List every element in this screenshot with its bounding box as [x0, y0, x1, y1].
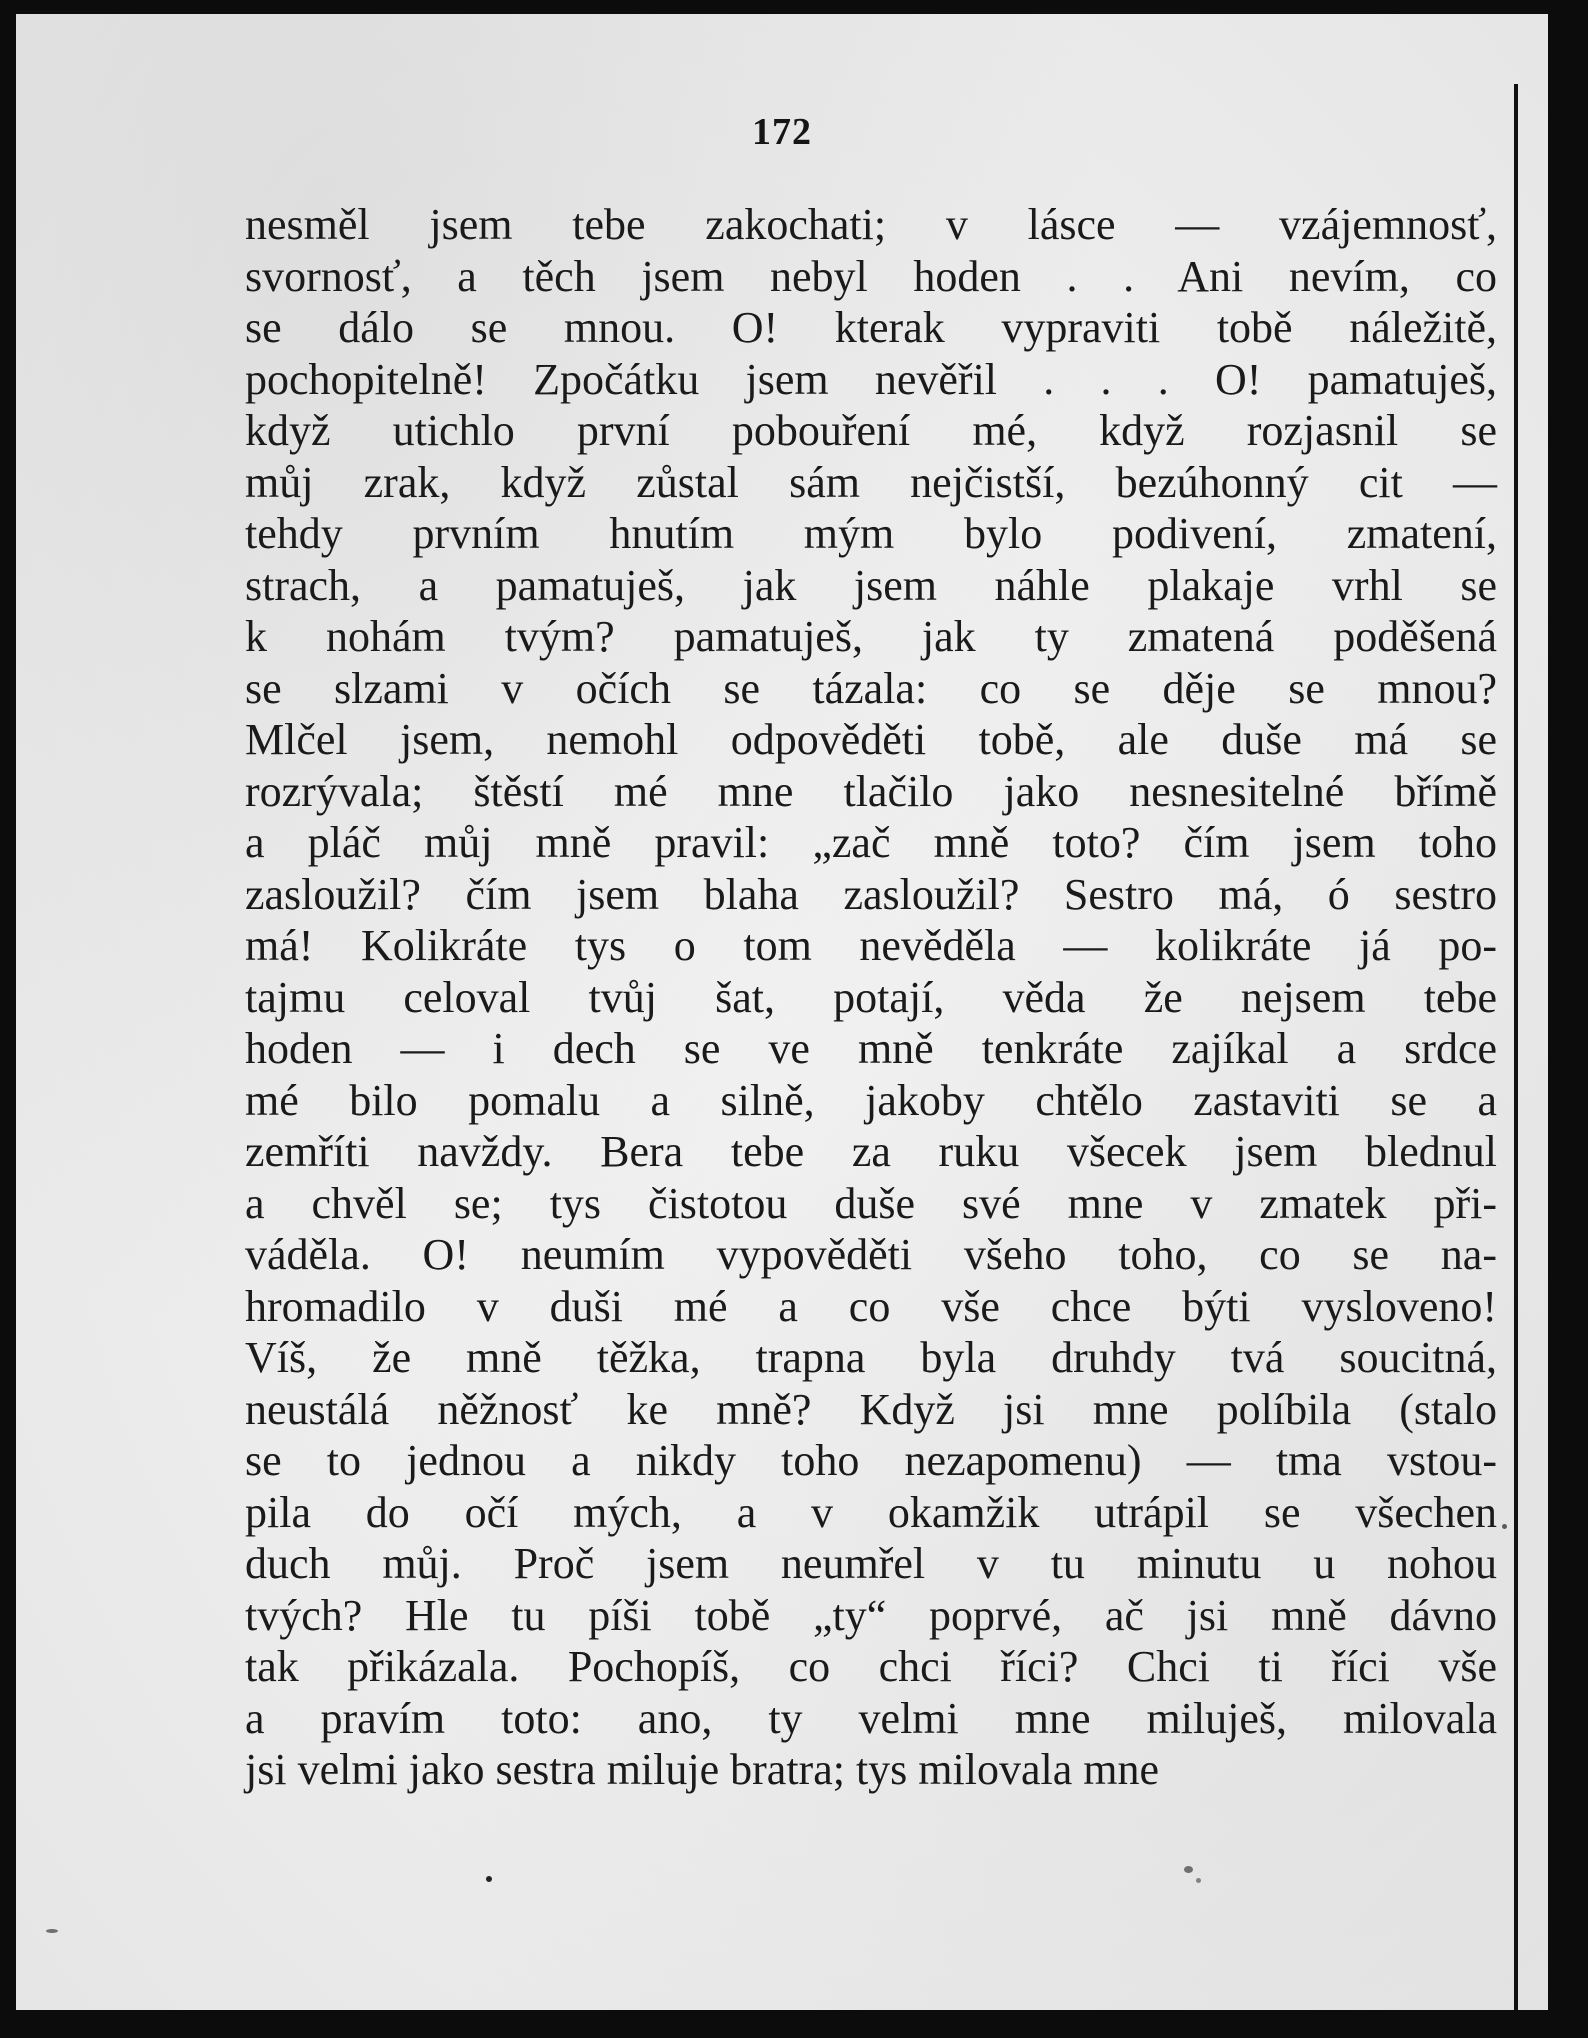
text-line: neustálá něžnosť ke mně? Když jsi mne políbila (stalo	[245, 1384, 1497, 1434]
text-line: hoden — i dech se ve mně tenkráte zajíkal a srdce	[245, 1024, 1497, 1073]
text-line: když utichlo první pobouření mé, když rozjasnil se	[245, 406, 1497, 455]
text-line: svornosť, a těch jsem nebyl hoden . . Ani nevím, co	[245, 251, 1497, 301]
text-line: tvých? Hle tu píši tobě „ty“ poprvé, ač jsi mně dávno	[245, 1590, 1497, 1640]
text-line: Víš, že mně těžka, trapna byla druhdy tvá soucitná,	[245, 1333, 1497, 1382]
text-line: jsi velmi jako sestra miluje bratra; tys milovala mne	[245, 1745, 1160, 1794]
text-line: má! Kolikráte tys o tom nevěděla — kolikráte já po-	[245, 921, 1497, 970]
text-line: strach, a pamatuješ, jak jsem náhle plakaje vrhl se	[245, 560, 1497, 610]
ink-speck	[1184, 1866, 1193, 1873]
text-line: zasloužil? čím jsem blaha zasloužil? Sestro má, ó sestro	[245, 869, 1497, 919]
text-line: můj zrak, když zůstal sám nejčistší, bezúhonný cit —	[245, 457, 1497, 507]
text-line: se dálo se mnou. O! kterak vypraviti tobě náležitě,	[245, 303, 1497, 352]
text-line: pila do očí mých, a v okamžik utrápil se všechen	[245, 1487, 1497, 1537]
text-line: rozrývala; štěstí mé mne tlačilo jako nesnesitelné břímě	[245, 766, 1497, 816]
body-text	[245, 199, 1497, 1796]
text-line: duch můj. Proč jsem neumřel v tu minutu u nohou	[245, 1539, 1497, 1588]
ink-speck	[1502, 1524, 1507, 1529]
text-line: a pravím toto: ano, ty velmi mne miluješ, milovala	[245, 1693, 1497, 1743]
page-edge-border	[1514, 84, 1518, 2010]
text-line: váděla. O! neumím vypověděti všeho toho, co se na-	[245, 1230, 1497, 1279]
text-line: a pláč můj mně pravil: „zač mně toto? čím jsem toho	[245, 818, 1497, 867]
text-line: a chvěl se; tys čistotou duše své mne v zmatek při-	[245, 1178, 1497, 1228]
text-line: se slzami v očích se tázala: co se děje se mnou?	[245, 663, 1497, 713]
text-line: se to jednou a nikdy toho nezapomenu) — tma vstou-	[245, 1436, 1497, 1485]
text-line: mé bilo pomalu a silně, jakoby chtělo zastaviti se a	[245, 1075, 1497, 1125]
book-page	[16, 14, 1548, 2010]
text-line: Mlčel jsem, nemohl odpověděti tobě, ale duše má se	[245, 715, 1497, 764]
text-line: pochopitelně! Zpočátku jsem nevěřil . . . O! pamatuješ,	[245, 354, 1497, 404]
text-line: zemříti navždy. Bera tebe za ruku všecek jsem blednul	[245, 1127, 1497, 1176]
ink-speck	[486, 1876, 492, 1882]
text-line: k nohám tvým? pamatuješ, jak ty zmatená poděšená	[245, 612, 1497, 661]
text-line: tak přikázala. Pochopíš, co chci říci? Chci ti říci vše	[245, 1642, 1497, 1691]
text-line: tehdy prvním hnutím mým bylo podivení, zmatení,	[245, 509, 1497, 558]
ink-speck	[46, 1929, 58, 1933]
ink-speck	[1196, 1878, 1201, 1883]
text-line: hromadilo v duši mé a co vše chce býti vysloveno!	[245, 1281, 1497, 1331]
text-line: tajmu celoval tvůj šat, potají, věda že nejsem tebe	[245, 972, 1497, 1022]
text-line: nesměl jsem tebe zakochati; v lásce — vzájemnosť,	[245, 200, 1497, 249]
page-number: 172	[752, 111, 812, 153]
